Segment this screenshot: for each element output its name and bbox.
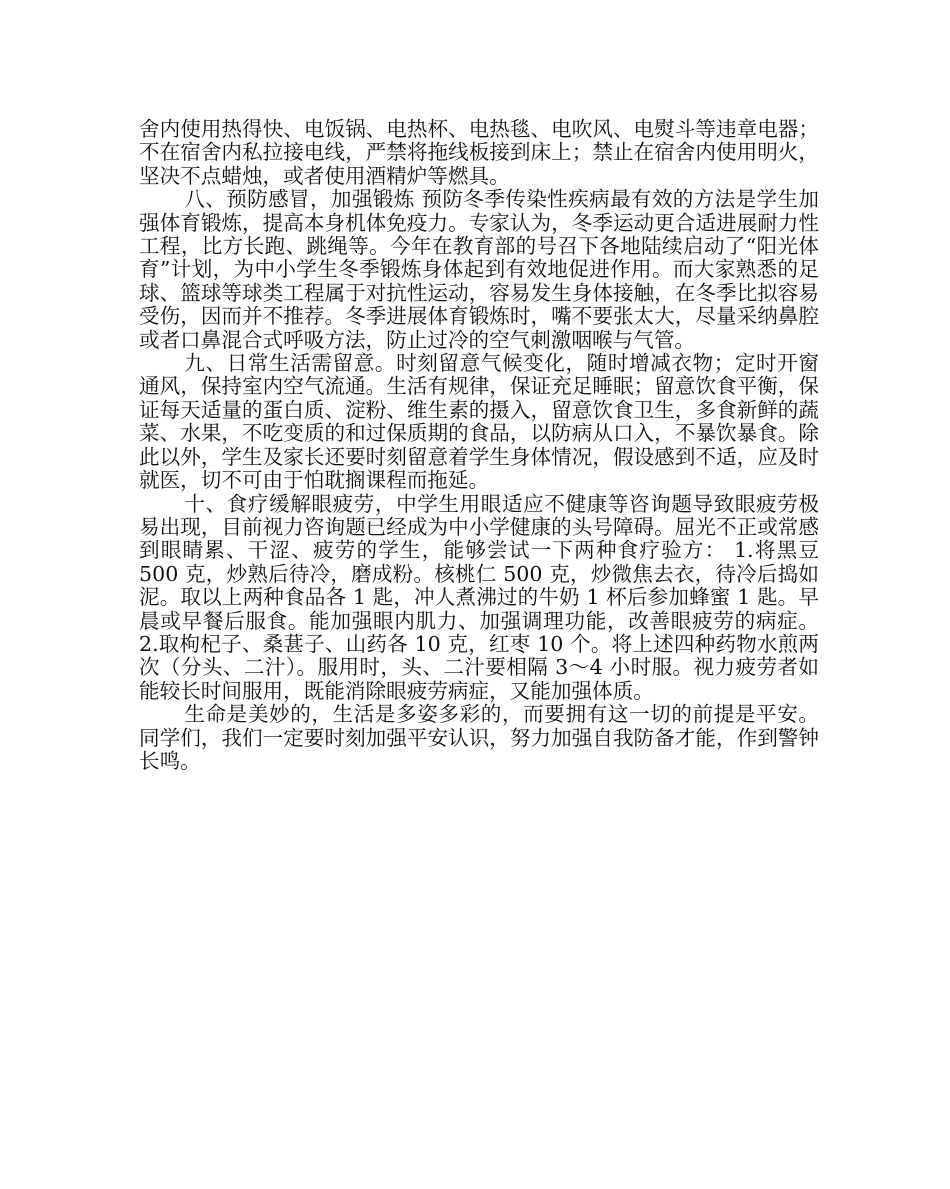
paragraph-dormitory-safety: 舍内使用热得快、电饭锅、电热杯、电热毯、电吹风、电熨斗等违章电器；不在宿舍内私拉接电线，严禁将拖线板接到床上；禁止在宿舍内使用明火，坚决不点蜡烛，或者使用酒精炉等燃具。	[139, 117, 819, 188]
paragraph-conclusion: 生命是美妙的，生活是多姿多彩的，而要拥有这一切的前提是平安。同学们，我们一定要时刻加强平安认识，努力加强自我防备才能，作到警钟长鸣。	[139, 702, 819, 773]
paragraph-cold-prevention: 八、预防感冒，加强锻炼 预防冬季传染性疾病最有效的方法是学生加强体育锻炼，提高本身机体免疫力。专家认为，冬季运动更合适进展耐力性工程，比方长跑、跳绳等。今年在教育部的号召下各地陆续启动了“阳光体育”计划，为中小学生冬季锻炼身体起到有效地促进作用。而大家熟悉的足球、篮球等球类工程属于对抗性运动，容易发生身体接触，在冬季比拟容易受伤，因而并不推荐。冬季进展体育锻炼时，嘴不要张太大，尽量采纳鼻腔或者口鼻混合式呼吸方法，防止过冷的空气刺激咽喉与气管。	[139, 187, 819, 352]
paragraph-daily-life: 九、日常生活需留意。时刻留意气候变化，随时增减衣物；定时开窗通风，保持室内空气流通。生活有规律，保证充足睡眠；留意饮食平衡，保证每天适量的蛋白质、淀粉、维生素的摄入，留意饮食卫生，多食新鲜的蔬菜、水果，不吃变质的和过保质期的食品，以防病从口入，不暴饮暴食。除此以外，学生及家长还要时刻留意着学生身体情况，假设感到不适，应及时就医，切不可由于怕耽搁课程而拖延。	[139, 351, 819, 493]
document-body	[139, 118, 819, 773]
paragraph-eye-fatigue: 十、食疗缓解眼疲劳，中学生用眼适应不健康等咨询题导致眼疲劳极易出现，目前视力咨询题已经成为中小学健康的头号障碍。屈光不正或常感到眼睛累、干涩、疲劳的学生，能够尝试一下两种食疗验方： 1.将黑豆 500 克，炒熟后待冷，磨成粉。核桃仁 500 克，炒微焦去衣，待冷后捣如泥。取以上两种食品各 1 匙，冲人煮沸过的牛奶 1 杯后参加蜂蜜 1 匙。早晨或早餐后服食。能加强眼内肌力、加强调理功能，改善眼疲劳的病症。 2.取枸杞子、桑葚子、山药各 10 克，红枣 10 个。将上述四种药物水煎两次（分头、二汁）。服用时，头、二汁要相隔 3～4 小时服。视力疲劳者如能较长时间服用，既能消除眼疲劳病症，又能加强体质。	[139, 491, 819, 703]
